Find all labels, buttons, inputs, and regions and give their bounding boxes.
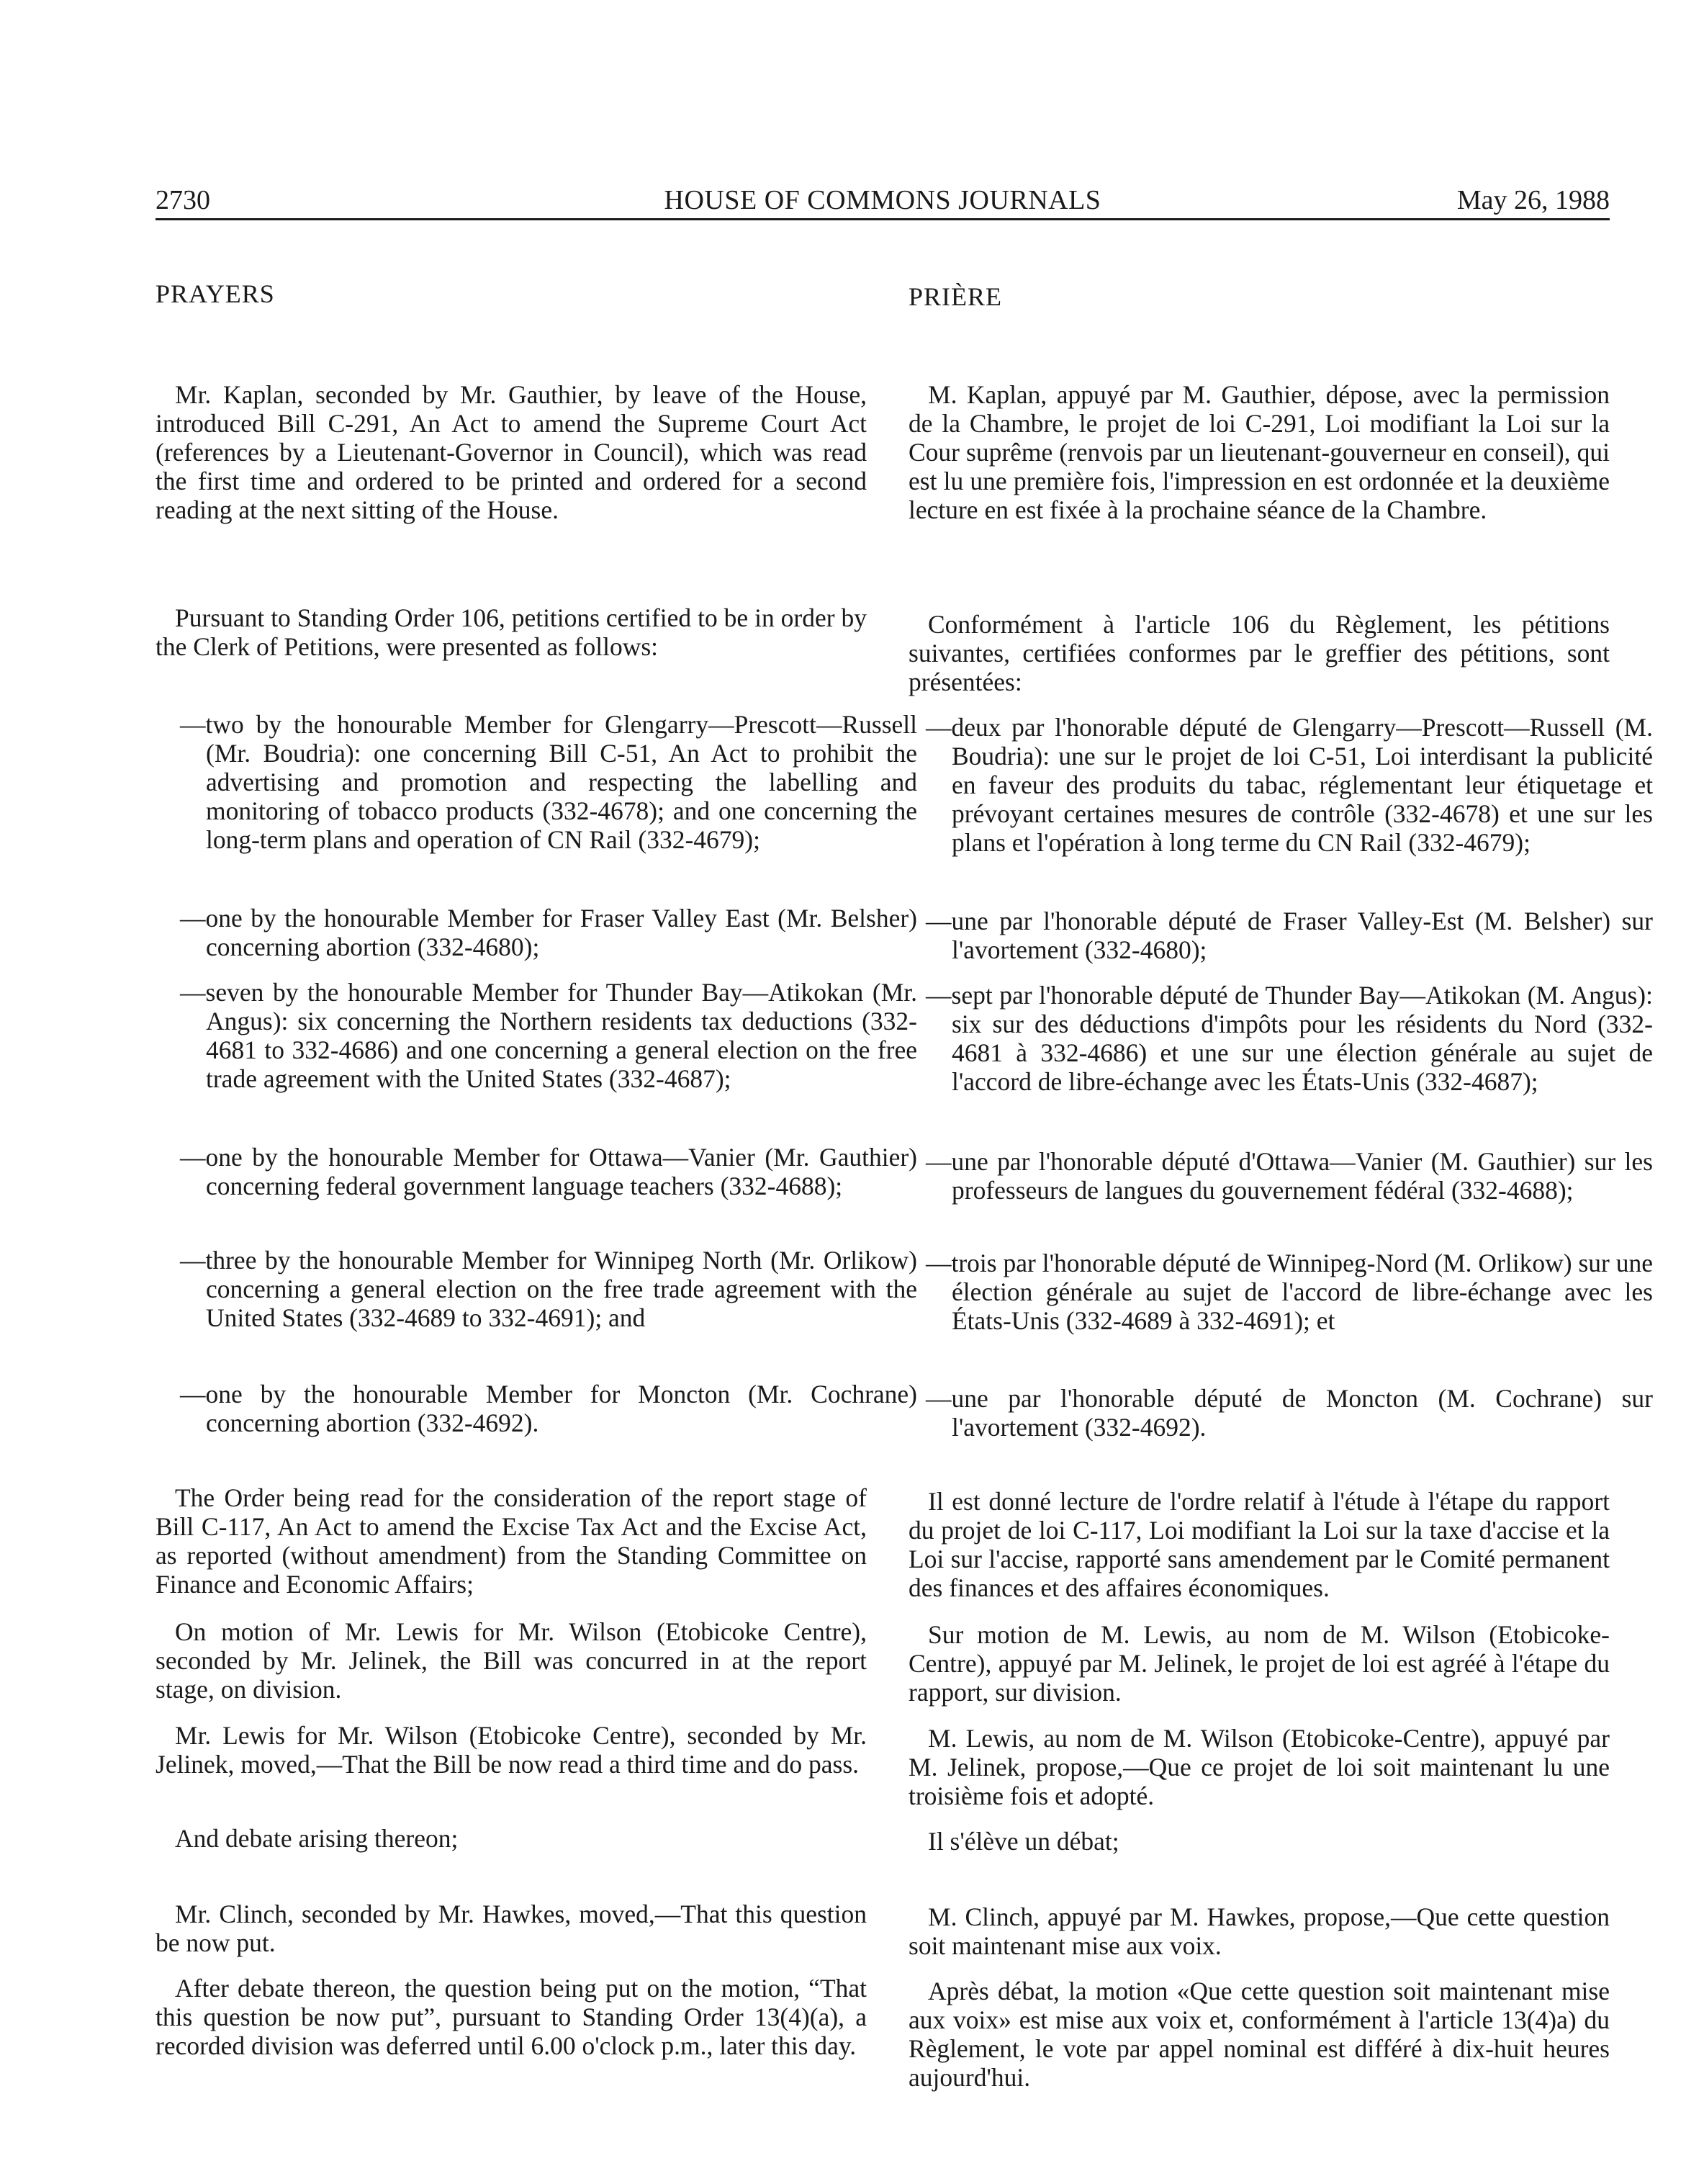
- fr-petition-item: —une par l'honorable député de Moncton (M. Cochrane) sur l'avortement (332-4692).: [926, 1384, 1653, 1442]
- fr-paragraph-recorded-division: Après débat, la motion «Que cette question soit maintenant mise aux voix» est mise aux voix et, conformément à l'article 13(4)a) du Règlement, le vote par appel nominal est différé à dix-huit heures aujourd'hui.: [909, 1977, 1610, 2092]
- en-petition-item: —seven by the honourable Member for Thunder Bay—Atikokan (Mr. Angus): six concerning the Northern residents tax deductions (332-4681 to 332-4686) and one concerning a general election on the free trade agreement with the United States (332-4687);: [180, 978, 917, 1093]
- fr-paragraph-third-reading: M. Lewis, au nom de M. Wilson (Etobicoke-Centre), appuyé par M. Jelinek, propose,—Que ce projet de loi soit maintenant lu une troisième fois et adopté.: [909, 1724, 1610, 1810]
- en-paragraph-debate: And debate arising thereon;: [175, 1824, 459, 1853]
- fr-petition-item: —une par l'honorable député de Fraser Valley-Est (M. Belsher) sur l'avortement (332-4680);: [926, 907, 1653, 964]
- en-petition-item: —three by the honourable Member for Winnipeg North (Mr. Orlikow) concerning a general election on the free trade agreement with the United States (332-4689 to 332-4691); and: [180, 1246, 917, 1332]
- en-petition-item: —one by the honourable Member for Fraser Valley East (Mr. Belsher) concerning abortion (332-4680);: [180, 904, 917, 961]
- header-rule: [155, 218, 1610, 220]
- journal-title: HOUSE OF COMMONS JOURNALS: [664, 185, 1101, 215]
- en-paragraph-third-reading: Mr. Lewis for Mr. Wilson (Etobicoke Centre), seconded by Mr. Jelinek, moved,—That the Bill be now read a third time and do pass.: [155, 1721, 867, 1779]
- fr-paragraph-question-put: M. Clinch, appuyé par M. Hawkes, propose,—Que cette question soit maintenant mise aux voix.: [909, 1902, 1610, 1960]
- fr-petition-item: —une par l'honorable député d'Ottawa—Vanier (M. Gauthier) sur les professeurs de langues du gouvernement fédéral (332-4688);: [926, 1147, 1653, 1205]
- journal-date: May 26, 1988: [1456, 185, 1610, 215]
- en-petition-item: —one by the honourable Member for Moncton (Mr. Cochrane) concerning abortion (332-4692).: [180, 1380, 917, 1437]
- en-paragraph-petitions-intro: Pursuant to Standing Order 106, petitions certified to be in order by the Clerk of Petitions, were presented as follows:: [155, 603, 867, 661]
- fr-petition-item: —sept par l'honorable député de Thunder Bay—Atikokan (M. Angus): six sur des déductions d'impôts pour les résidents du Nord (332-4681 à 332-4686) et une sur une élection générale au sujet de l'accord de libre-échange avec les États-Unis (332-4687);: [926, 981, 1653, 1096]
- fr-petition-item: —deux par l'honorable député de Glengarry—Prescott—Russell (M. Boudria): une sur le projet de loi C-51, Loi interdisant la publicité en faveur des produits du tabac, réglementant leur étiquetage et prévoyant certaines mesures de contrôle (332-4678) et une sur les plans et l'opération à long terme du CN Rail (332-4679);: [926, 713, 1653, 857]
- en-petition-item: —one by the honourable Member for Ottawa—Vanier (Mr. Gauthier) concerning federal government language teachers (332-4688);: [180, 1143, 917, 1200]
- heading-prayers: PRAYERS: [155, 279, 275, 308]
- en-paragraph-recorded-division: After debate thereon, the question being put on the motion, “That this question be now put”, pursuant to Standing Order 13(4)(a), a recorded division was deferred until 6.00 o'clock p.m., later this day.: [155, 1974, 867, 2060]
- fr-paragraph-bill-c291: M. Kaplan, appuyé par M. Gauthier, dépose, avec la permission de la Chambre, le projet de loi C-291, Loi modifiant la Loi sur la Cour suprême (renvois par un lieutenant-gouverneur en conseil), qui est lu une première fois, l'impression en est ordonnée et la deuxième lecture en est fixée à la prochaine séance de la Chambre.: [909, 380, 1610, 524]
- en-paragraph-report-stage: The Order being read for the consideration of the report stage of Bill C-117, An Act to amend the Excise Tax Act and the Excise Act, as reported (without amendment) from the Standing Committee on Finance and Economic Affairs;: [155, 1483, 867, 1599]
- en-paragraph-motion-concurred: On motion of Mr. Lewis for Mr. Wilson (Etobicoke Centre), seconded by Mr. Jelinek, the Bill was concurred in at the report stage, on division.: [155, 1617, 867, 1704]
- fr-paragraph-report-stage: Il est donné lecture de l'ordre relatif à l'étude à l'étape du rapport du projet de loi C-117, Loi modifiant la Loi sur la taxe d'accise et la Loi sur l'accise, rapporté sans amendement par le Comité permanent des finances et des affaires économiques.: [909, 1487, 1610, 1602]
- page-number: 2730: [155, 185, 210, 215]
- fr-paragraph-petitions-intro: Conformément à l'article 106 du Règlement, les pétitions suivantes, certifiées conformes par le greffier des pétitions, sont présentées:: [909, 610, 1610, 696]
- en-petition-item: —two by the honourable Member for Glengarry—Prescott—Russell (Mr. Boudria): one concerning Bill C-51, An Act to prohibit the advertising and promotion and respecting the labelling and monitoring of tobacco products (332-4678); and one concerning the long-term plans and operation of CN Rail (332-4679);: [180, 710, 917, 854]
- fr-paragraph-motion-concurred: Sur motion de M. Lewis, au nom de M. Wilson (Etobicoke-Centre), appuyé par M. Jelinek, le projet de loi est agréé à l'étape du rapport, sur division.: [909, 1620, 1610, 1707]
- en-paragraph-question-put: Mr. Clinch, seconded by Mr. Hawkes, moved,—That this question be now put.: [155, 1900, 867, 1957]
- heading-priere: PRIÈRE: [909, 282, 1003, 311]
- en-paragraph-bill-c291: Mr. Kaplan, seconded by Mr. Gauthier, by leave of the House, introduced Bill C-291, An Act to amend the Supreme Court Act (references by a Lieutenant-Governor in Council), which was read the first time and ordered to be printed and ordered for a second reading at the next sitting of the House.: [155, 380, 867, 524]
- page-header: [155, 181, 1610, 219]
- fr-petition-item: —trois par l'honorable député de Winnipeg-Nord (M. Orlikow) sur une élection générale au sujet de l'accord de libre-échange avec les États-Unis (332-4689 à 332-4691); et: [926, 1249, 1653, 1335]
- fr-paragraph-debate: Il s'élève un débat;: [928, 1827, 1119, 1856]
